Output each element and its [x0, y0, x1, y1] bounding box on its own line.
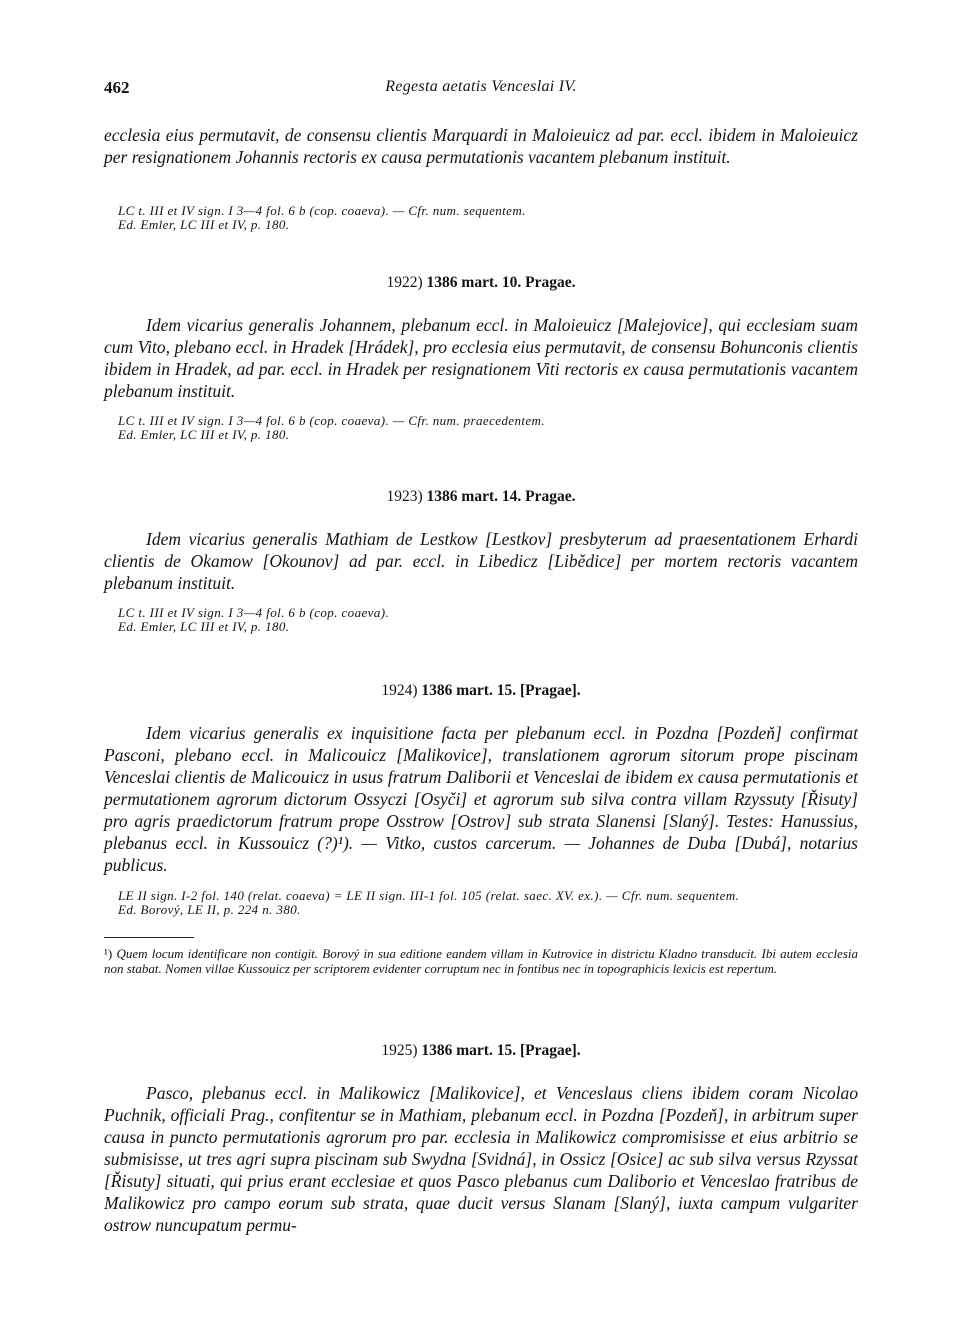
source-line: LC t. III et IV sign. I 3—4 fol. 6 b (cop. coaeva). — Cfr. num. praecedentem. [118, 413, 545, 428]
source-line: LC t. III et IV sign. I 3—4 fol. 6 b (cop. coaeva). — Cfr. num. sequentem. [118, 203, 526, 218]
entry-sources-1922 [118, 414, 858, 442]
entry-number: 1925) [381, 1042, 418, 1059]
edition-line: Ed. Emler, LC III et IV, p. 180. [118, 619, 290, 634]
entry-sources-1924 [104, 889, 858, 917]
entry-date: 1386 mart. 15. [421, 682, 517, 699]
entry-date: 1386 mart. 15. [421, 1042, 517, 1059]
entry-text: Idem vicarius generalis Johannem, plebanum eccl. in Maloieuicz [Malejovice], qui ecclesiam suam cum Vito, plebano eccl. in Hradek [Hrádek], pro ecclesia eius permutavit, de consensu Bohunconis clientis ibidem in Hradek, ad par. eccl. in Hradek per resignationem Viti rectoris ex causa permutationis vacantem plebanum instituit. [104, 315, 858, 401]
continuation-text: ecclesia eius permutavit, de consensu clientis Marquardi in Maloieuicz ad par. eccl. ibidem in Maloieuicz per resignationem Johannis rectoris ex causa permutationis vacantem plebanum instituit. [104, 125, 858, 167]
entry-place: Pragae. [525, 274, 576, 291]
entry-body-1924 [104, 722, 858, 876]
continuation-paragraph [104, 124, 858, 168]
entry-body-1925 [104, 1082, 858, 1236]
entry-place: [Pragae]. [519, 1042, 581, 1059]
entry-heading-1922 [104, 274, 858, 292]
entry-number: 1924) [381, 682, 418, 699]
entry-number: 1922) [386, 274, 423, 291]
entry-date: 1386 mart. 10. [426, 274, 522, 291]
footnote-divider [104, 937, 194, 938]
entry-text: Idem vicarius generalis ex inquisitione facta per plebanum eccl. in Pozdna [Pozdeň] confirmat Pasconi, plebano eccl. in Malicouicz [Malikovice], translationem agrorum sitorum prope piscinam Venceslai clientis de Malicouicz in usus fratrum Daliborii et Venceslai de ibidem ex causa permutationis et permutationem agrorum dictorum Ossyczi [Osyči] et agrorum sub silva contra villam Rzyssuty [Řisuty] pro agris praedictorum fratrum prope Osstrow [Ostrov] sub strata Slanensi [Slaný]. Testes: Hanussius, plebanus eccl. in Kussouicz (?)¹). — Vitko, custos carcerum. — Johannes de Duba [Dubá], notarius publicus. [104, 723, 858, 875]
entry-heading-1923 [104, 488, 858, 506]
entry-heading-1924 [104, 682, 858, 700]
footnote [104, 947, 858, 976]
entry-text: Idem vicarius generalis Mathiam de Lestkow [Lestkov] presbyterum ad praesentationem Erhardi clientis de Okamow [Okounov] ad par. eccl. in Libedicz [Libědice] per mortem rectoris vacantem plebanum instituit. [104, 529, 858, 593]
edition-line: Ed. Emler, LC III et IV, p. 180. [118, 217, 290, 232]
entry-place: Pragae. [525, 488, 576, 505]
entry-number: 1923) [386, 488, 423, 505]
footnote-mark: ¹) [104, 946, 113, 961]
entry-body-1922 [104, 314, 858, 402]
entry-date: 1386 mart. 14. [426, 488, 522, 505]
page-number: 462 [104, 78, 130, 97]
entry-place: [Pragae]. [519, 682, 581, 699]
continuation-sources [118, 204, 858, 232]
entry-body-1923 [104, 528, 858, 594]
source-line: LE II sign. I-2 fol. 140 (relat. coaeva) = LE II sign. III-1 fol. 105 (relat. saec. XV. ex.). — Cfr. num. sequentem. [118, 888, 740, 903]
page-header [104, 78, 858, 102]
footnote-text: Quem locum identificare non contigit. Borový in sua editione eandem villam in Kutrovice in districtu Kladno transducit. Ibi autem ecclesia non stabat. Nomen villae Kussouicz per scriptorem evidenter corruptum nec in fontibus nec in topographicis lexicis est repertum. [104, 946, 858, 976]
entry-text: Pasco, plebanus eccl. in Malikowicz [Malikovice], et Venceslaus cliens ibidem coram Nicolao Puchnik, officiali Prag., confitentur se in Mathiam, plebanum eccl. in Pozdna [Pozdeň], in arbitrum super causa in puncto permutationis agrorum pro par. ecclesia in Malikowicz compromisisse et eius arbitrio se submisisse, ut tres agri supra piscinam sub Swydna [Svidná], in Ossicz [Osice] ac sub silva versus Rzyssat [Řisuty] situati, qui prius erant ecclesiae et quos Pasco plebanus cum Daliborio et Venceslao fratribus de Malikowicz pro campo eorum sub strata, quae ducit versus Slanam [Slaný], iuxta campum vulgariter ostrow nuncupatum permu- [104, 1083, 858, 1235]
edition-line: Ed. Emler, LC III et IV, p. 180. [118, 427, 290, 442]
entry-heading-1925 [104, 1042, 858, 1060]
edition-line: Ed. Borový, LE II, p. 224 n. 380. [118, 902, 301, 917]
running-head: Regesta aetatis Venceslai IV. [385, 78, 577, 95]
source-line: LC t. III et IV sign. I 3—4 fol. 6 b (cop. coaeva). [118, 605, 390, 620]
entry-sources-1923 [118, 606, 858, 634]
